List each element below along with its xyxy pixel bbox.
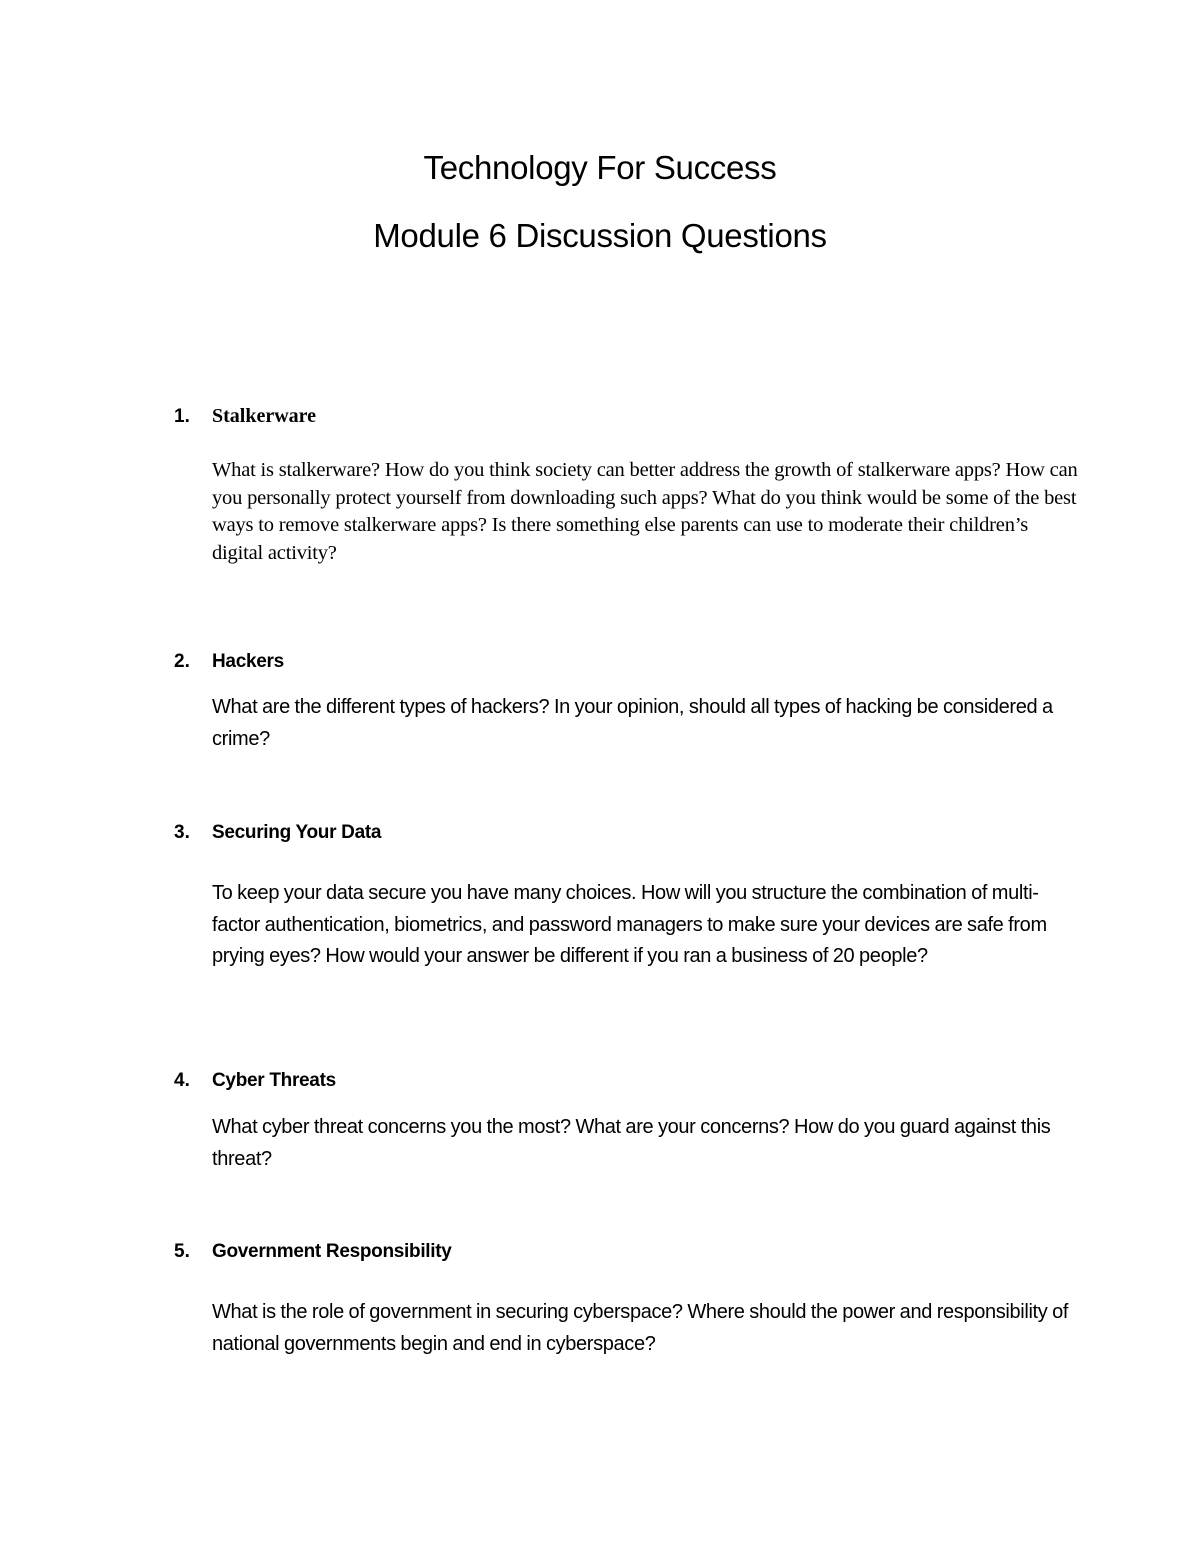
question-3-heading: Securing Your Data bbox=[212, 822, 382, 843]
question-1-body: What is stalkerware? How do you think society can better address the growth of stalkerware apps? How can you personally protect yourself from downloading such apps? What do you think would be some of the best ways to remove stalkerware apps? Is there something else parents can use to moderate their children’s digital activity? bbox=[212, 459, 1078, 564]
question-4-number: 4. bbox=[174, 1070, 190, 1091]
question-2-number: 2. bbox=[174, 651, 190, 672]
document-subtitle: Module 6 Discussion Questions bbox=[373, 217, 827, 254]
question-4-heading: Cyber Threats bbox=[212, 1070, 336, 1091]
question-1-number: 1. bbox=[174, 406, 190, 427]
question-5-number: 5. bbox=[174, 1241, 190, 1262]
question-2-body: What are the different types of hackers? In your opinion, should all types of hacking be considered a crime? bbox=[212, 696, 1053, 750]
document-title: Technology For Success bbox=[423, 149, 777, 186]
question-1-heading: Stalkerware bbox=[212, 405, 317, 427]
question-3-body: To keep your data secure you have many choices. How will you structure the combination of multi-factor authentication, biometrics, and password managers to make sure your devices are safe from prying eyes? How would your answer be different if you ran a business of 20 people? bbox=[212, 882, 1047, 967]
question-3-number: 3. bbox=[174, 822, 190, 843]
question-2-heading: Hackers bbox=[212, 651, 284, 672]
question-4-body: What cyber threat concerns you the most? What are your concerns? How do you guard against this threat? bbox=[212, 1116, 1051, 1170]
question-5-body: What is the role of government in securing cyberspace? Where should the power and responsibility of national governments begin and end in cyberspace? bbox=[212, 1301, 1069, 1355]
question-5-heading: Government Responsibility bbox=[212, 1241, 452, 1262]
